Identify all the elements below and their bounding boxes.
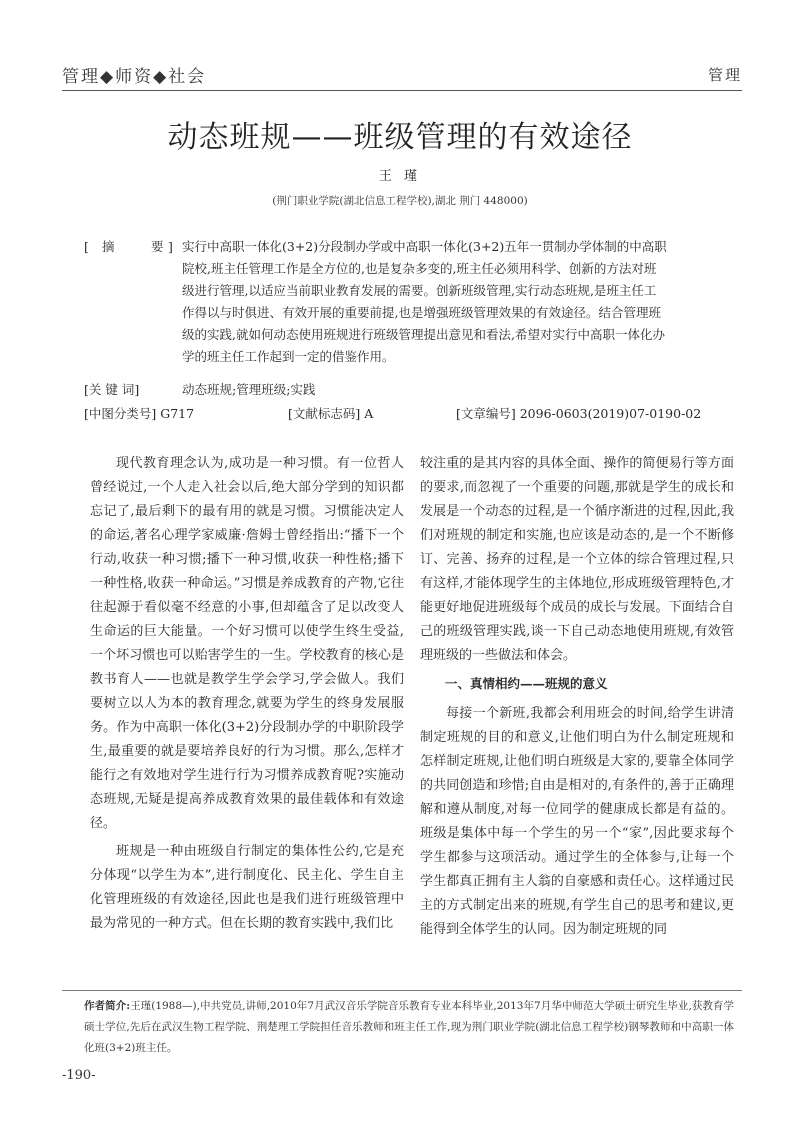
abstract-line: 级进行管理,以适应当前职业教育发展的需要。创新班级管理,实行动态班规,是班主任工 <box>182 283 657 298</box>
abstract-line: 实行中高职一体化(3+2)分段制办学或中高职一体化(3+2)五年一贯制办学体制的中高职 <box>182 239 667 254</box>
column-category: 管理 <box>707 66 742 84</box>
body-column-right <box>420 452 734 946</box>
keywords-value: 动态班规;管理班级;实践 <box>182 382 316 397</box>
journal-section: 管理◆师资◆社会 <box>62 67 207 87</box>
document-code: [文献标志码] A <box>288 406 374 421</box>
article-title: 动态班规——班级管理的有效途径 <box>167 120 633 155</box>
author-name: 王 瑾 <box>378 169 422 184</box>
abstract-label-bracket-left: [ <box>84 239 89 254</box>
abstract-label-char-1: 摘 <box>102 239 115 254</box>
body-paragraph: 每接一个新班,我都会利用班会的时间,给学生讲清制定班规的目的和意义,让他们明白为什么制定班规和怎样制定班规,让他们明白班级是大家的,要靠全体同学的共同创造和珍惜;自由是相对的,有条件的,善于正确理解和遵从制度,对每一位同学的健康成长都是有益的。班级是集体中每一个学生的另一个“家”,因此要求每个学生都参与这项活动。通过学生的全体参与,让每一个学生都真正拥有主人翁的自豪感和责任心。这样通过民主的方式制定出来的班规,有学生自己的思考和建议,更能得到全体学生的认同。因为制定班规的同 <box>420 706 734 937</box>
author-affiliation: (荆门职业学院(湖北信息工程学校),湖北 荆门 448000) <box>272 195 528 207</box>
author-footnote <box>84 996 734 1059</box>
article-number: [文章编号] 2096-0603(2019)07-0190-02 <box>456 406 702 421</box>
classification-row <box>84 404 734 424</box>
footnote-rule <box>62 990 742 991</box>
section-heading: 一、真情相约——班规的意义 <box>445 676 608 691</box>
keywords <box>84 380 316 398</box>
keywords-label: [关 键 词] <box>84 382 140 397</box>
header-rule <box>62 90 742 91</box>
footnote-text: 王瑾(1988—),中共党员,讲师,2010年7月武汉音乐学院音乐教育专业本科毕业,2013年7月华中师范大学硕士研究生毕业,获教育学硕士学位,先后在武汉生物工程学院、荆楚理工学院担任音乐教师和班主任工作,现为荆门职业学院(湖北信息工程学校)钢琴教师和中高职一体化班(3+2)班主任。 <box>84 1000 734 1054</box>
abstract-text <box>182 236 734 368</box>
abstract-line: 院校,班主任管理工作是全方位的,也是复杂多变的,班主任必须用科学、创新的方法对班 <box>182 261 657 276</box>
body-column-left <box>90 452 404 940</box>
body-paragraph: 班规是一种由班级自行制定的集体性公约,它是充分体现“以学生为本”,进行制度化、民主化、学生自主化管理班级的有效途径,因此也是我们进行班级管理中最为常见的一种方式。但在长期的教育实践中,我们比 <box>90 844 404 931</box>
abstract-label-char-2: 要 <box>151 239 164 254</box>
footnote-label: 作者简介: <box>84 1000 131 1012</box>
abstract-line: 作得以与时俱进、有效开展的重要前提,也是增强班级管理效果的有效途径。结合管理班 <box>182 305 661 320</box>
body-paragraph-continued: 较注重的是其内容的具体全面、操作的简便易行等方面的要求,而忽视了一个重要的问题,那就是学生的成长和发展是一个动态的过程,是一个循序渐进的过程,因此,我们对班规的制定和实施,也应该是动态的,是一个不断修订、完善、扬弃的过程,是一个立体的综合管理过程,只有这样,才能体现学生的主体地位,形成班级管理特色,才能更好地促进班级每个成员的成长与发展。下面结合自己的班级管理实践,谈一下自己动态地使用班规,有效管理班级的一些做法和体会。 <box>420 456 734 663</box>
abstract-line: 级的实践,就如何动态使用班规进行班级管理提出意见和看法,希望对实行中高职一体化办 <box>182 327 665 342</box>
page-number: -190- <box>62 1068 96 1083</box>
abstract-label-bracket-right: ] <box>168 239 173 254</box>
body-paragraph: 现代教育理念认为,成功是一种习惯。有一位哲人曾经说过,一个人走入社会以后,绝大部分学到的知识都忘记了,最后剩下的最有用的就是习惯。习惯能决定人的命运,著名心理学家威廉·詹姆士曾经指出:“播下一个行动,收获一种习惯;播下一种习惯,收获一种性格;播下一种性格,收获一种命运。”习惯是养成教育的产物,它往往起源于看似毫不经意的小事,但却蕴含了足以改变人生命运的巨大能量。一个好习惯可以使学生终生受益,一个坏习惯也可以贻害学生的一生。学校教育的核心是教书育人——也就是教学生学会学习,学会做人。我们要树立以人为本的教育理念,就要为学生的终身发展服务。作为中高职一体化(3+2)分段制办学的中职阶段学生,最重要的就是要培养良好的行为习惯。那么,怎样才能行之有效地对学生进行行为习惯养成教育呢?实施动态班规,无疑是提高养成教育效果的最佳载体和有效途径。 <box>90 456 404 831</box>
abstract-line: 学的班主任工作起到一定的借鉴作用。 <box>182 349 395 364</box>
abstract <box>84 236 734 368</box>
running-header <box>62 60 742 90</box>
abstract-row <box>84 236 734 368</box>
clc-number: [中图分类号] G717 <box>84 406 195 421</box>
